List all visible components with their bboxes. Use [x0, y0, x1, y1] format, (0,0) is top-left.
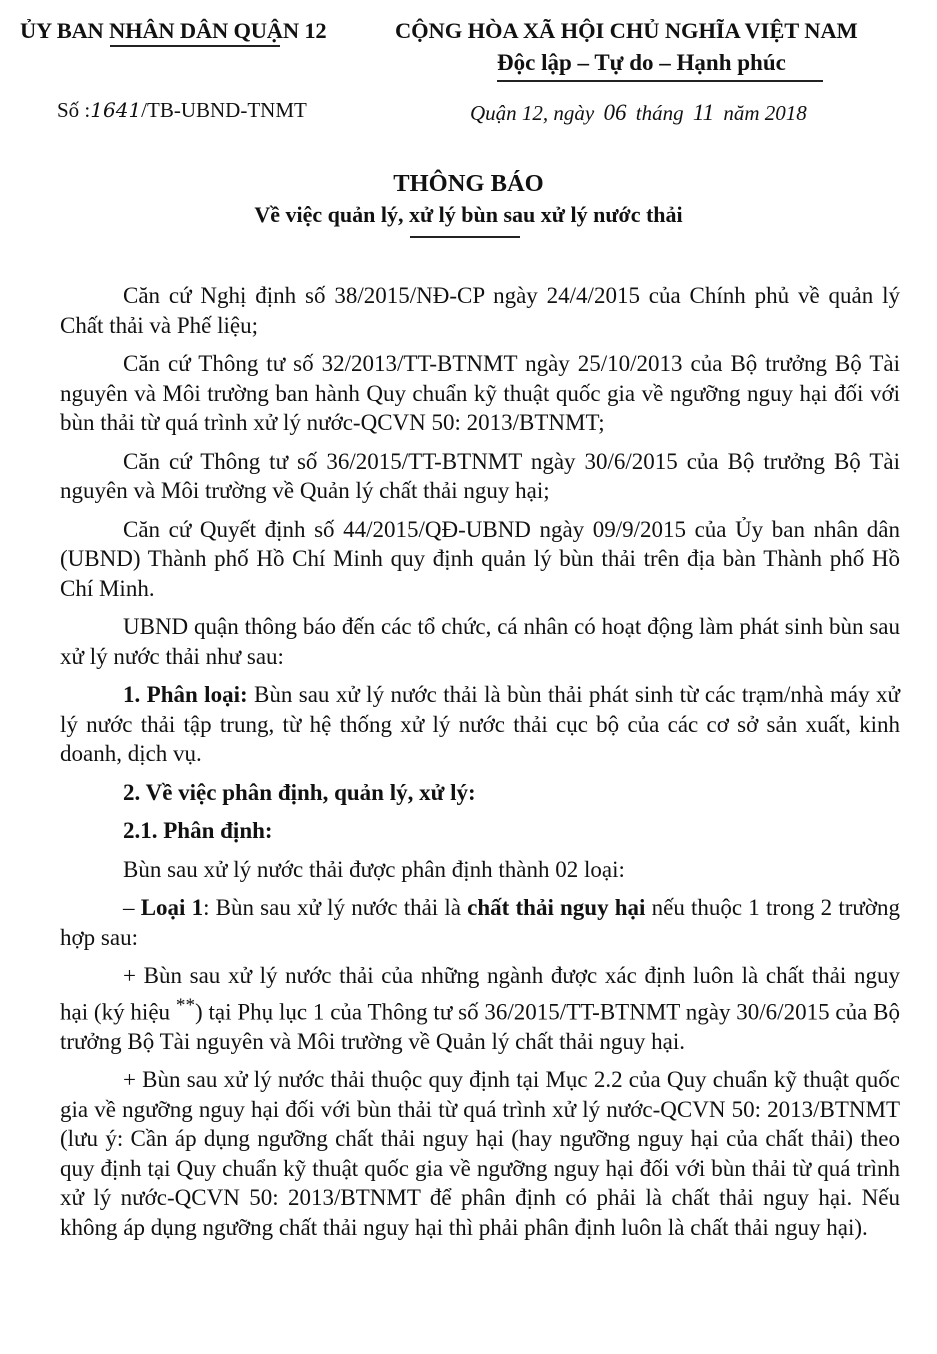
doc-prefix: Số : [57, 98, 91, 122]
paragraph-two-types: Bùn sau xử lý nước thải được phân định thành 02 loại: [123, 856, 625, 882]
paragraph-case-1 [60, 961, 900, 1056]
paragraph-legal-basis-3: Căn cứ Thông tư số 36/2015/TT-BTNMT ngày 30/6/2015 của Bộ trưởng Bộ Tài nguyên và Môi trường về Quản lý chất thải nguy hại; [60, 448, 900, 503]
case-1-text-b: ) tại Phụ lục 1 của Thông tư số 36/2015/TT-BTNMT ngày 30/6/2015 của Bộ trưởng Bộ Tài nguyên và Môi trường về Quản lý chất thải nguy hại. [60, 999, 900, 1054]
paragraph-classification [60, 680, 900, 769]
paragraph-legal-basis-2: Căn cứ Thông tư số 32/2013/TT-BTNMT ngày 25/10/2013 của Bộ trưởng Bộ Tài nguyên và Môi trường ban hành Quy chuẩn kỹ thuật quốc gia về ngưỡng nguy hại đối với bùn thải từ quá trình xử lý nước-QCVN 50: 2013/BTNMT; [60, 351, 900, 435]
place-and-date [470, 100, 807, 126]
document-number [57, 98, 307, 123]
section-heading-2-1: 2.1. Phân định: [123, 818, 273, 843]
doc-number-handwritten: 1641 [90, 98, 142, 122]
classification-text: Bùn sau xử lý nước thải là bùn thải phát sinh từ các trạm/nhà máy xử lý nước thải tập trung, từ hệ thống xử lý nước thải cục bộ của các cơ sở sản xuất, kinh doanh, dịch vụ. [60, 682, 900, 766]
agency-underline [110, 45, 280, 47]
paragraph-type-1 [60, 893, 900, 952]
paragraph-legal-basis-4: Căn cứ Quyết định số 44/2015/QĐ-UBND ngày 09/9/2015 của Ủy ban nhân dân (UBND) Thành phố Hồ Chí Minh quy định quản lý bùn thải trên địa bàn Thành phố Hồ Chí Minh. [60, 516, 900, 601]
case-1-text-a: + Bùn sau xử lý nước thải của những ngành được xác định luôn là chất thải nguy hại (ký hiệu [60, 963, 900, 1025]
paragraph-announcement: UBND quận thông báo đến các tổ chức, cá nhân có hoạt động làm phát sinh bùn sau xử lý nước thải như sau: [60, 614, 900, 669]
type-1-label: Loại 1 [140, 895, 204, 920]
national-title: CỘNG HÒA XÃ HỘI CHỦ NGHĨA VIỆT NAM [395, 18, 858, 43]
symbol-double-asterisk: ** [175, 994, 196, 1016]
month-label: tháng [635, 101, 684, 125]
month-handwritten: 11 [692, 100, 715, 125]
paragraph-case-2: + Bùn sau xử lý nước thải thuộc quy định tại Mục 2.2 của Quy chuẩn kỹ thuật quốc gia về ngưỡng nguy hại đối với bùn thải từ quá trình xử lý nước-QCVN 50: 2013/BTNMT (lưu ý: Cần áp dụng ngưỡng chất thải nguy hại (hay ngưỡng nguy hại của chất thải) theo quy định tại Quy chuẩn kỹ thuật quốc gia về ngưỡng nguy hại đối với bùn thải từ quá trình xử lý nước-QCVN 50: 2013/BTNMT để phân định có phải là chất thải nguy hại. Nếu không áp dụng ngưỡng chất thải nguy hại thì phải phân định luôn là chất thải nguy hại). [60, 1067, 900, 1240]
document-title: THÔNG BÁO [393, 170, 544, 197]
type-1-text-a: : Bùn sau xử lý nước thải là [203, 895, 468, 920]
national-motto: Độc lập – Tự do – Hạnh phúc [497, 50, 786, 75]
section-heading-2: 2. Về việc phân định, quản lý, xử lý: [123, 779, 476, 805]
day-handwritten: 06 [603, 100, 627, 125]
hazardous-waste-term: chất thải nguy hại [467, 895, 646, 920]
document-subtitle: Về việc quản lý, xử lý bùn sau xử lý nước thải [254, 202, 683, 227]
issuing-agency: ỦY BAN NHÂN DÂN QUẬN 12 [20, 18, 327, 43]
motto-underline [497, 80, 823, 82]
subtitle-underline [410, 236, 520, 238]
place-text: Quận 12, ngày [470, 101, 595, 125]
document-body [60, 281, 900, 1242]
doc-suffix: /TB-UBND-TNMT [141, 98, 307, 122]
dash: – [123, 895, 141, 920]
type-1-text-b: nếu thuộc 1 trong 2 trường hợp sau: [60, 895, 901, 950]
year-text: năm 2018 [723, 101, 807, 125]
paragraph-legal-basis-1: Căn cứ Nghị định số 38/2015/NĐ-CP ngày 24/4/2015 của Chính phủ về quản lý Chất thải và Phế liệu; [60, 283, 900, 338]
classification-label: 1. Phân loại: [123, 682, 248, 707]
